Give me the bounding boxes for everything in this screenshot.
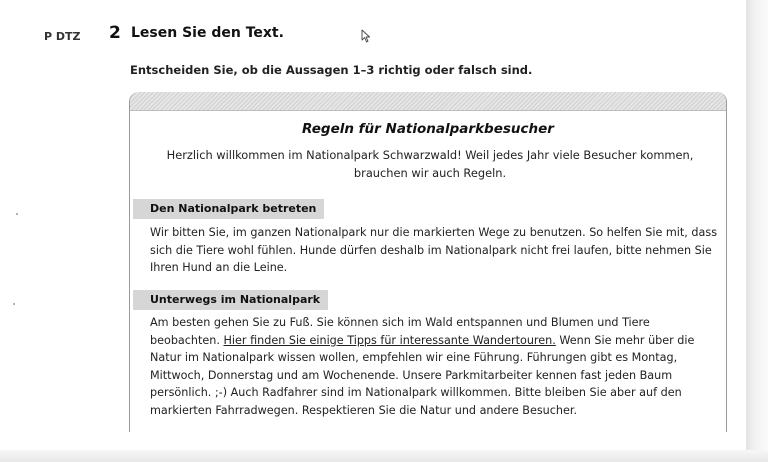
wandertouren-tips-link[interactable]: Hier finden Sie einige Tipps für interessante Wandertouren. [223,333,556,347]
section-text-part: Wenn Sie mehr über die Natur im Nationalpark wissen wollen, empfehlen wir eine Führung. Führungen gibt es Montag, Mittwoch, Donnerstag und am Wochenende. Unsere Parkmitarbeiter kennen fast jeden Baum persönlich. ;-) Auch Radfahrer sind im Nationalpark willkommen. Bitte bleiben Sie aber auf den markierten Fahrradwegen. Respektieren Sie die Natur und andere Besucher. [150,333,695,417]
section-text-betreten: Wir bitten Sie, im ganzen Nationalpark nur die markierten Wege zu benutzen. So helfen Sie mit, dass sich die Tiere wohl fühlen. Hunde dürfen deshalb im Nationalpark nicht frei laufen, bitte nehmen Sie Ihren Hund an die Leine. [150,226,718,274]
scan-bottom-edge [0,450,768,462]
section-text-unterwegs [150,314,722,419]
reading-text-intro: Herzlich willkommen im Nationalpark Schwarzwald! Weil jedes Jahr viele Besucher kommen, brauchen wir auch Regeln. [166,148,694,180]
text-box-header-band [130,92,726,111]
section-heading-unterwegs: Unterwegs im Nationalpark [133,290,328,310]
section-heading-betreten: Den Nationalpark betreten [133,199,324,219]
mouse-cursor-icon [361,29,371,43]
scan-speck [16,213,18,215]
scan-speck [13,303,15,305]
scan-page-edge [746,0,768,462]
reading-text-box [129,92,727,432]
task-title: Lesen Sie den Text. [131,25,284,41]
task-instruction: Entscheiden Sie, ob die Aussagen 1–3 richtig oder falsch sind. [130,63,533,77]
task-number: 2 [109,23,121,43]
exam-level-label: P DTZ [44,30,81,43]
section-text-part: Am besten gehen Sie zu Fuß. Sie können sich im Wald entspannen und Blumen und Tiere beobachten. [150,316,650,347]
reading-text-title: Regeln für Nationalparkbesucher [302,121,554,137]
